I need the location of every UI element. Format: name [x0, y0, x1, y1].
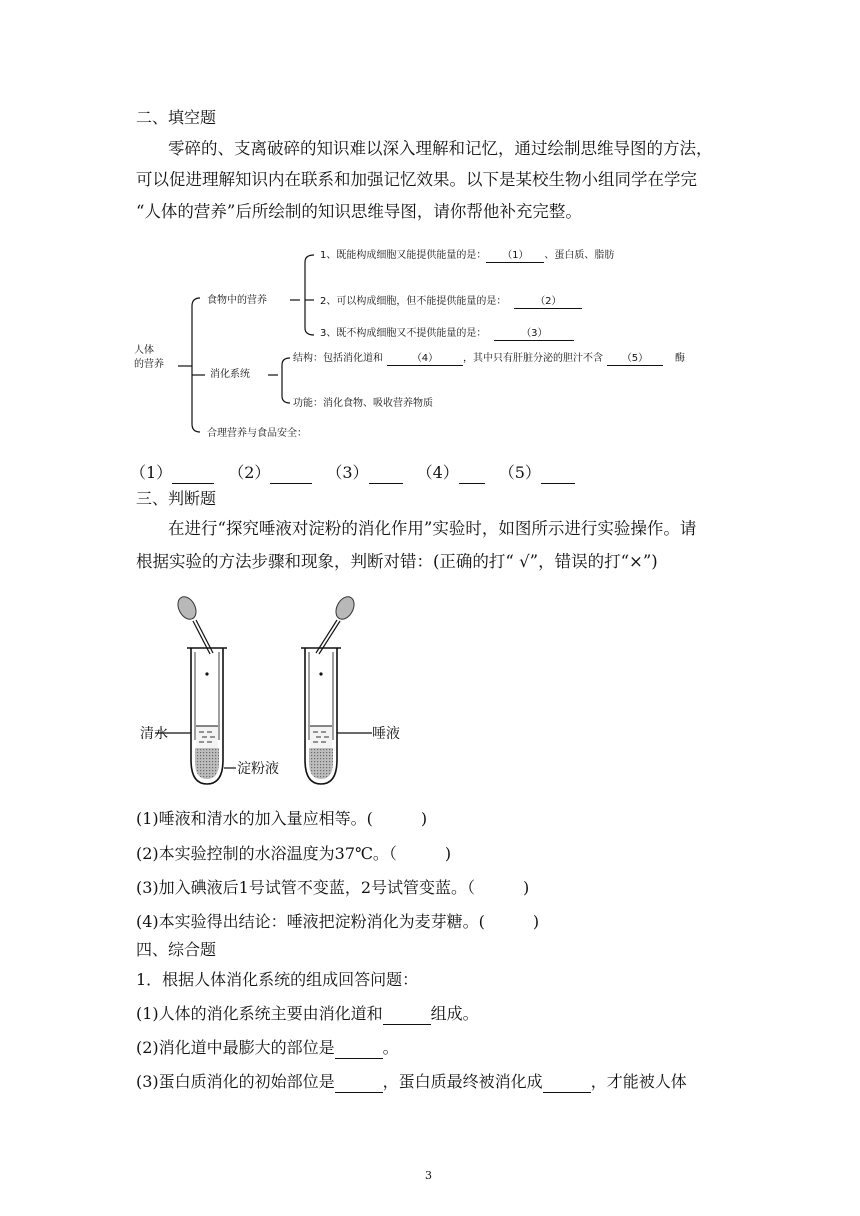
section3-para-line1: 在进行“探究唾液对淀粉的消化作用”实验时，如图所示进行实验操作。请 — [168, 519, 697, 538]
mindmap-root-line2: 的营养 — [134, 359, 164, 370]
sub3-blank-a[interactable] — [335, 1072, 383, 1093]
test-tube-1 — [155, 594, 227, 784]
blank-3: （3） — [494, 328, 574, 341]
answer-blank-2[interactable] — [270, 463, 312, 484]
judgment-item-2: (2)本实验控制的水浴温度为37℃。（ ) — [136, 844, 452, 863]
section2-para-line1: 零碎的、支离破碎的知识难以深入理解和记忆，通过绘制思维导图的方法， — [168, 139, 713, 158]
mindmap-function: 功能：消化食物、吸收营养物质 — [293, 398, 433, 409]
blank-5: （5） — [607, 353, 663, 366]
question-1: 1．根据人体消化系统的组成回答问题： — [136, 970, 419, 989]
blank-1: （1） — [486, 250, 544, 263]
judgment-item-3: (3)加入碘液后1号试管不变蓝，2号试管变蓝。（ ) — [136, 878, 530, 897]
sub-question-2: (2)消化道中最膨大的部位是 。 — [136, 1038, 399, 1057]
blank-4: （4） — [387, 353, 463, 366]
mindmap-food-item2: 2、可以构成细胞，但不能提供能量的是： （2） — [320, 296, 582, 309]
section2-para-line2: 可以促进理解知识内在联系和加强记忆效果。以下是某校生物小组同学在学完 — [136, 170, 697, 189]
sub2-blank[interactable] — [335, 1038, 383, 1059]
section-heading-fill-blank: 二、填空题 — [136, 108, 217, 127]
mindmap-food-item3: 3、既不构成细胞又不提供能量的是： （3） — [320, 328, 574, 341]
mindmap-food-item1: 1、既能构成细胞又能提供能量的是： （1） 、蛋白质、脂肪 — [320, 250, 615, 261]
label-starch: 淀粉液 — [237, 761, 279, 777]
sub-question-3: (3)蛋白质消化的初始部位是 ，蛋白质最终被消化成 ，才能被人体 — [136, 1072, 687, 1091]
section-heading-comprehensive: 四、综合题 — [136, 940, 217, 959]
label-saliva: 唾液 — [372, 726, 400, 742]
sub3-blank-b[interactable] — [543, 1072, 591, 1093]
sub1-blank[interactable] — [383, 1004, 431, 1025]
mindmap-root-line1: 人体 — [134, 345, 154, 356]
answer-row: （1） （2） （3） （4） （5） — [130, 463, 575, 484]
mindmap-food-safety: 合理营养与食品安全： — [207, 428, 307, 439]
answer-blank-5[interactable] — [541, 463, 575, 484]
answer-blank-4[interactable] — [459, 463, 485, 484]
sub-question-1: (1)人体的消化系统主要由消化道和 组成。 — [136, 1004, 479, 1023]
section3-para-line2: 根据实验的方法步骤和现象，判断对错：(正确的打“ √”，错误的打“×”) — [136, 552, 658, 571]
mindmap-food-node: 食物中的营养 — [207, 295, 267, 306]
judgment-item-1: (1)唾液和清水的加入量应相等。( ) — [136, 809, 428, 828]
label-water: 清水 — [140, 726, 168, 742]
mindmap-structure: 结构：包括消化道和 （4） ，其中只有肝脏分泌的胆汁不含 （5） 酶 — [293, 353, 685, 364]
page-number: 3 — [425, 1169, 432, 1182]
test-tube-2 — [301, 594, 372, 784]
section2-para-line3: “人体的营养”后所绘制的知识思维导图，请你帮他补充完整。 — [136, 202, 582, 221]
answer-blank-3[interactable] — [369, 463, 403, 484]
section-heading-judgment: 三、判断题 — [136, 489, 217, 508]
blank-2: （2） — [514, 296, 582, 309]
answer-blank-1[interactable] — [172, 463, 214, 484]
mindmap-digest-node: 消化系统 — [210, 369, 250, 380]
judgment-item-4: (4)本实验得出结论：唾液把淀粉消化为麦芽糖。( ) — [136, 912, 540, 931]
